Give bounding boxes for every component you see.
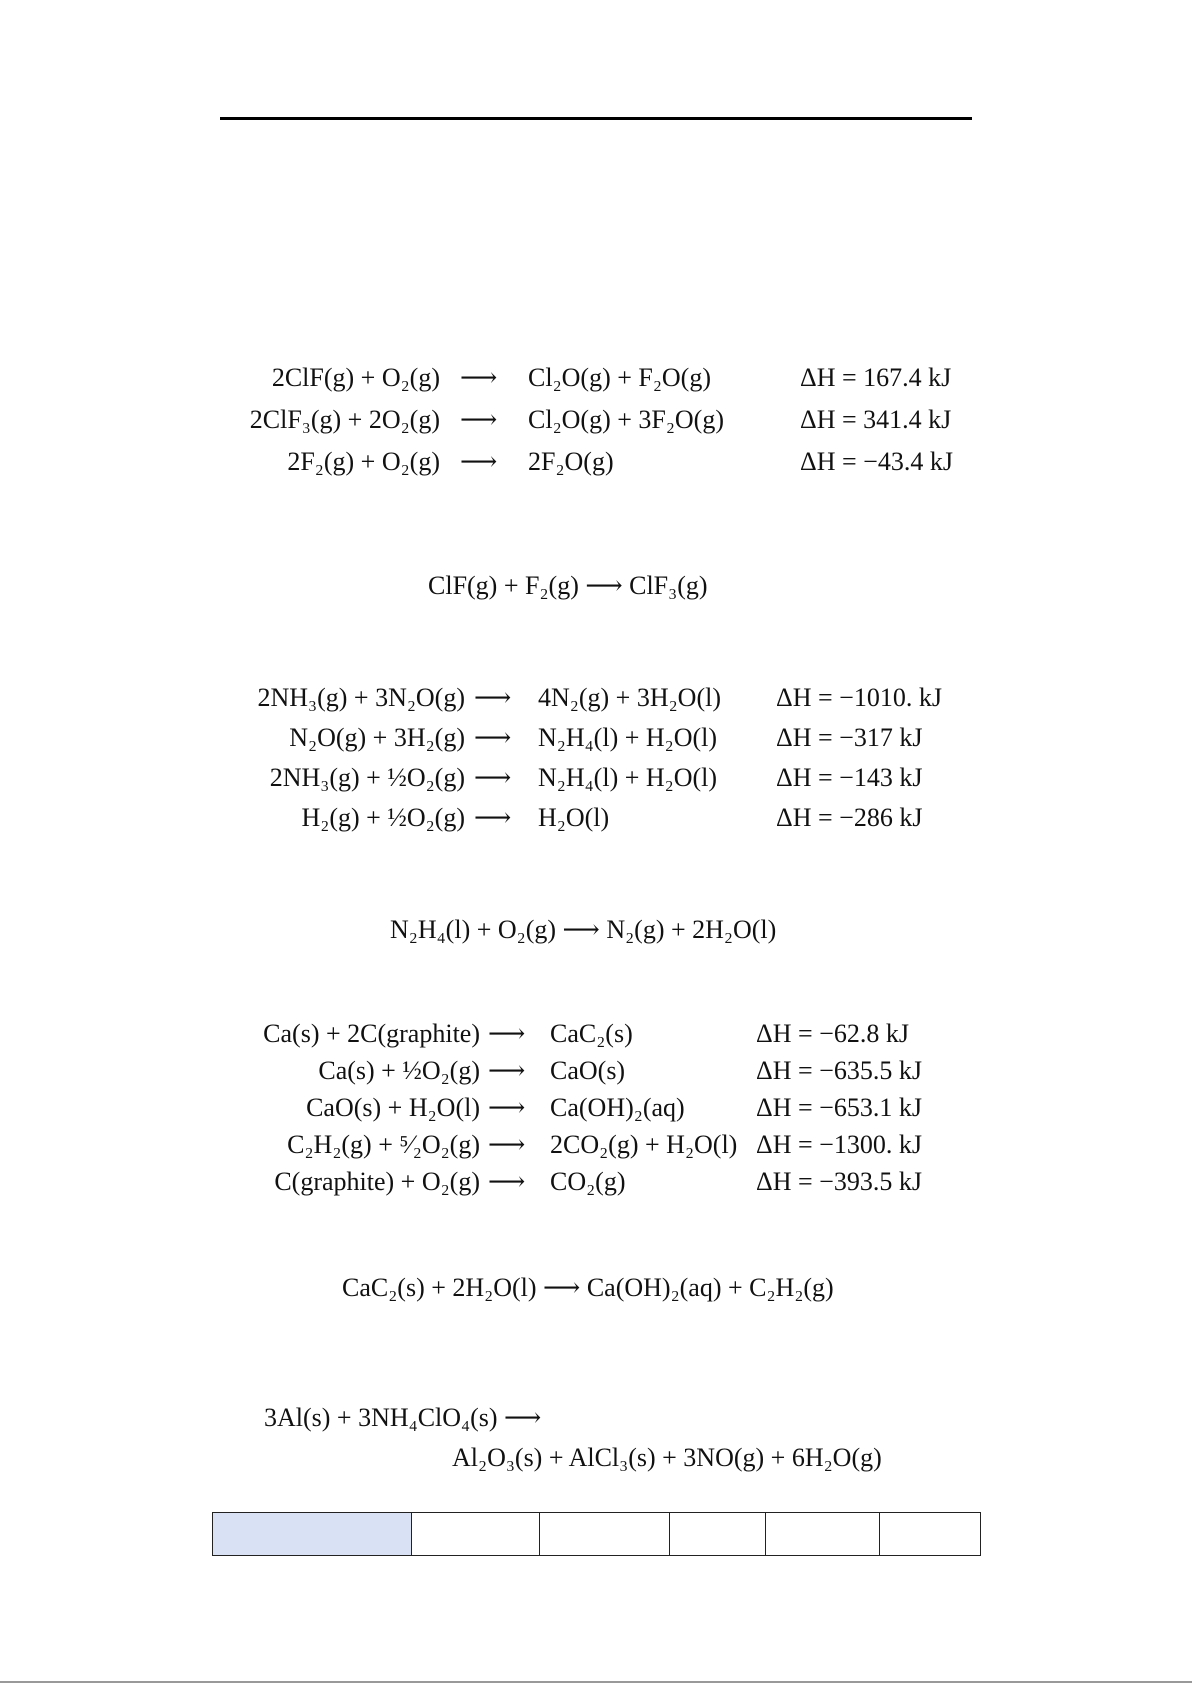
enthalpy-value: ΔH = −62.8 kJ [756, 1019, 909, 1048]
equation-row [0, 1051, 1192, 1091]
enthalpy-value: ΔH = −393.5 kJ [756, 1167, 922, 1196]
target-equation: N₂H₄(l) + O₂(g) ⟶ N₂(g) + 2H₂O(l) [390, 915, 777, 944]
equation-line-2: Al₂O₃(s) + AlCl₃(s) + 3NO(g) + 6H₂O(g) [452, 1443, 882, 1472]
equation-lhs: 2NH₃(g) + 3N₂O(g) [257, 683, 465, 712]
enthalpy-value: ΔH = −43.4 kJ [800, 447, 953, 476]
equation-lhs: C₂H₂(g) + ⁵⁄₂O₂(g) [287, 1130, 480, 1159]
equation-row [0, 400, 1192, 440]
equation-rhs: Cl₂O(g) + F₂O(g) [528, 363, 712, 392]
equation-lhs: Ca(s) + ½O₂(g) [318, 1056, 480, 1085]
reaction-arrow: ⟶ [460, 447, 496, 476]
enthalpy-value: ΔH = −1300. kJ [756, 1130, 922, 1159]
equation-lhs: 2ClF₃(g) + 2O₂(g) [249, 405, 440, 434]
table-cell [766, 1513, 880, 1556]
equation-rhs: 2F₂O(g) [528, 447, 614, 476]
equation-rhs: Cl₂O(g) + 3F₂O(g) [528, 405, 725, 434]
reaction-arrow: ⟶ [488, 1056, 524, 1085]
enthalpy-value: ΔH = 167.4 kJ [800, 363, 952, 392]
reaction-arrow: ⟶ [488, 1130, 524, 1159]
equation-line-1: 3Al(s) + 3NH₄ClO₄(s) ⟶ [264, 1403, 542, 1432]
equation-rhs: CaC₂(s) [550, 1019, 633, 1048]
equation-rhs: CaO(s) [550, 1056, 626, 1085]
footer-table [212, 1512, 981, 1556]
equation-lhs: N₂O(g) + 3H₂(g) [289, 723, 465, 752]
target-equation: ClF(g) + F₂(g) ⟶ ClF₃(g) [428, 571, 708, 600]
target-equation: CaC₂(s) + 2H₂O(l) ⟶ Ca(OH)₂(aq) + C₂H₂(g) [342, 1273, 834, 1302]
equation-lhs: C(graphite) + O₂(g) [274, 1167, 480, 1196]
enthalpy-value: ΔH = −635.5 kJ [756, 1056, 922, 1085]
reaction-arrow: ⟶ [488, 1093, 524, 1122]
reaction-arrow: ⟶ [474, 683, 510, 712]
enthalpy-value: ΔH = 341.4 kJ [800, 405, 952, 434]
table-cell [670, 1513, 766, 1556]
equation-row [0, 358, 1192, 398]
top-rule [220, 117, 972, 120]
equation-row [0, 758, 1192, 798]
equation-row [0, 718, 1192, 758]
enthalpy-value: ΔH = −143 kJ [776, 763, 923, 792]
reaction-arrow: ⟶ [488, 1167, 524, 1196]
table-row [213, 1513, 981, 1556]
equation-lhs: 2ClF(g) + O₂(g) [271, 363, 440, 392]
equation-lhs: H₂(g) + ½O₂(g) [301, 803, 465, 832]
equation-row [0, 1088, 1192, 1128]
equation-lhs: 2F₂(g) + O₂(g) [287, 447, 440, 476]
reaction-arrow: ⟶ [474, 803, 510, 832]
equation-row [0, 678, 1192, 718]
enthalpy-value: ΔH = −1010. kJ [776, 683, 942, 712]
equation-row [0, 1125, 1192, 1165]
reaction-arrow: ⟶ [474, 763, 510, 792]
equation-row [0, 1014, 1192, 1054]
equation-rhs: N₂H₄(l) + H₂O(l) [538, 763, 718, 792]
equation-rhs: Ca(OH)₂(aq) [550, 1093, 685, 1122]
equation-lhs: 2NH₃(g) + ½O₂(g) [269, 763, 465, 792]
equation-rhs: N₂H₄(l) + H₂O(l) [538, 723, 718, 752]
table-cell [412, 1513, 540, 1556]
enthalpy-value: ΔH = −317 kJ [776, 723, 923, 752]
equation-rhs: 2CO₂(g) + H₂O(l) [550, 1130, 738, 1159]
reaction-arrow: ⟶ [460, 405, 496, 434]
equation-rhs: H₂O(l) [538, 803, 610, 832]
equation-lhs: CaO(s) + H₂O(l) [306, 1093, 480, 1122]
equation-rhs: 4N₂(g) + 3H₂O(l) [538, 683, 721, 712]
reaction-arrow: ⟶ [488, 1019, 524, 1048]
bottom-edge-line [0, 1681, 1192, 1683]
equation-row [0, 1162, 1192, 1202]
equation-row [0, 442, 1192, 482]
equation-rhs: CO₂(g) [550, 1167, 626, 1196]
table-cell [880, 1513, 981, 1556]
enthalpy-value: ΔH = −653.1 kJ [756, 1093, 922, 1122]
enthalpy-value: ΔH = −286 kJ [776, 803, 923, 832]
reaction-arrow: ⟶ [474, 723, 510, 752]
reaction-arrow: ⟶ [460, 363, 496, 392]
equation-row [0, 798, 1192, 838]
table-cell [213, 1513, 412, 1556]
equation-lhs: Ca(s) + 2C(graphite) [263, 1019, 480, 1048]
table-cell [540, 1513, 670, 1556]
